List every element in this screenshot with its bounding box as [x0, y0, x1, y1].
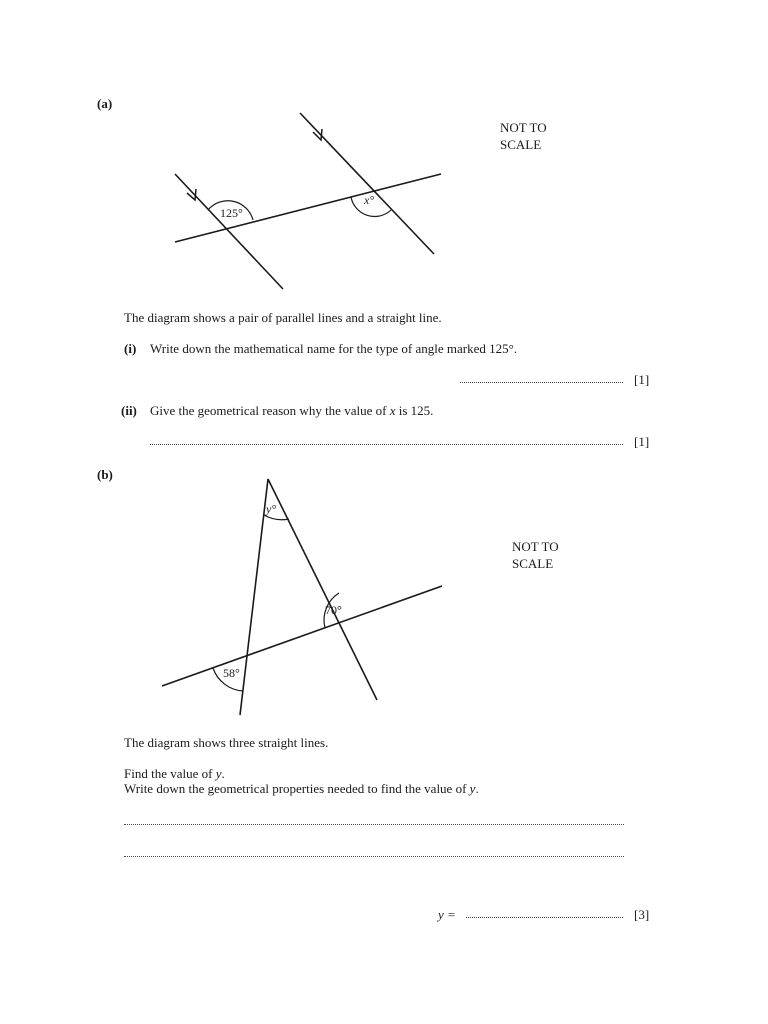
answer-label-y: y =: [438, 907, 456, 922]
working-line-1[interactable]: [124, 824, 624, 825]
diagram-b: [162, 479, 442, 715]
not-to-scale-label-b: [512, 538, 559, 572]
transversal-line-a: [175, 174, 441, 242]
marks-i: [1]: [634, 372, 650, 387]
parallel-line-right: [300, 113, 434, 254]
angle-label-125: 125°: [220, 206, 243, 220]
answer-line-i[interactable]: [460, 382, 623, 383]
angle-label-x: x°: [364, 193, 375, 207]
question-ii-text-pre: Give the geometrical reason why the value of: [150, 403, 390, 418]
properties-pre: Write down the geometrical properties needed to find the value of: [124, 781, 470, 796]
part-a-label: (a): [97, 96, 113, 111]
properties-post: .: [475, 781, 479, 796]
part-b-description: The diagram shows three straight lines.: [124, 735, 329, 750]
angle-label-58: 58°: [223, 666, 240, 680]
question-i-label: (i): [124, 341, 137, 356]
not-to-scale-line2: SCALE: [500, 137, 542, 152]
not-to-scale-line1: NOT TO: [500, 120, 547, 135]
diagram-a: [175, 113, 441, 289]
not-to-scale-line2: SCALE: [512, 556, 554, 571]
question-ii-label: (ii): [121, 403, 137, 418]
line-b-right: [268, 479, 377, 700]
find-value-text: [124, 766, 225, 782]
working-line-2[interactable]: [124, 856, 624, 857]
angle-label-70: 70°: [325, 603, 342, 617]
marks-ii: [1]: [634, 434, 650, 449]
question-ii-text: [150, 403, 433, 419]
parallel-line-left: [175, 174, 283, 289]
properties-var: y: [469, 781, 476, 796]
question-i-text: Write down the mathematical name for the type of angle marked 125°.: [150, 341, 518, 356]
question-ii-var: x: [389, 403, 396, 418]
properties-text: [124, 781, 479, 797]
find-pre: Find the value of: [124, 766, 216, 781]
answer-line-ii[interactable]: [150, 444, 623, 445]
angle-label-y: y°: [266, 502, 277, 516]
question-ii-text-post: is 125.: [395, 403, 434, 418]
marks-b: [3]: [634, 907, 650, 922]
find-var: y: [215, 766, 222, 781]
line-b-transversal: [162, 586, 442, 686]
find-post: .: [221, 766, 225, 781]
line-b-left: [240, 479, 268, 715]
answer-line-y[interactable]: [466, 917, 623, 918]
part-b-label: (b): [97, 467, 113, 482]
part-a-description: The diagram shows a pair of parallel lines and a straight line.: [124, 310, 442, 325]
not-to-scale-line1: NOT TO: [512, 539, 559, 554]
